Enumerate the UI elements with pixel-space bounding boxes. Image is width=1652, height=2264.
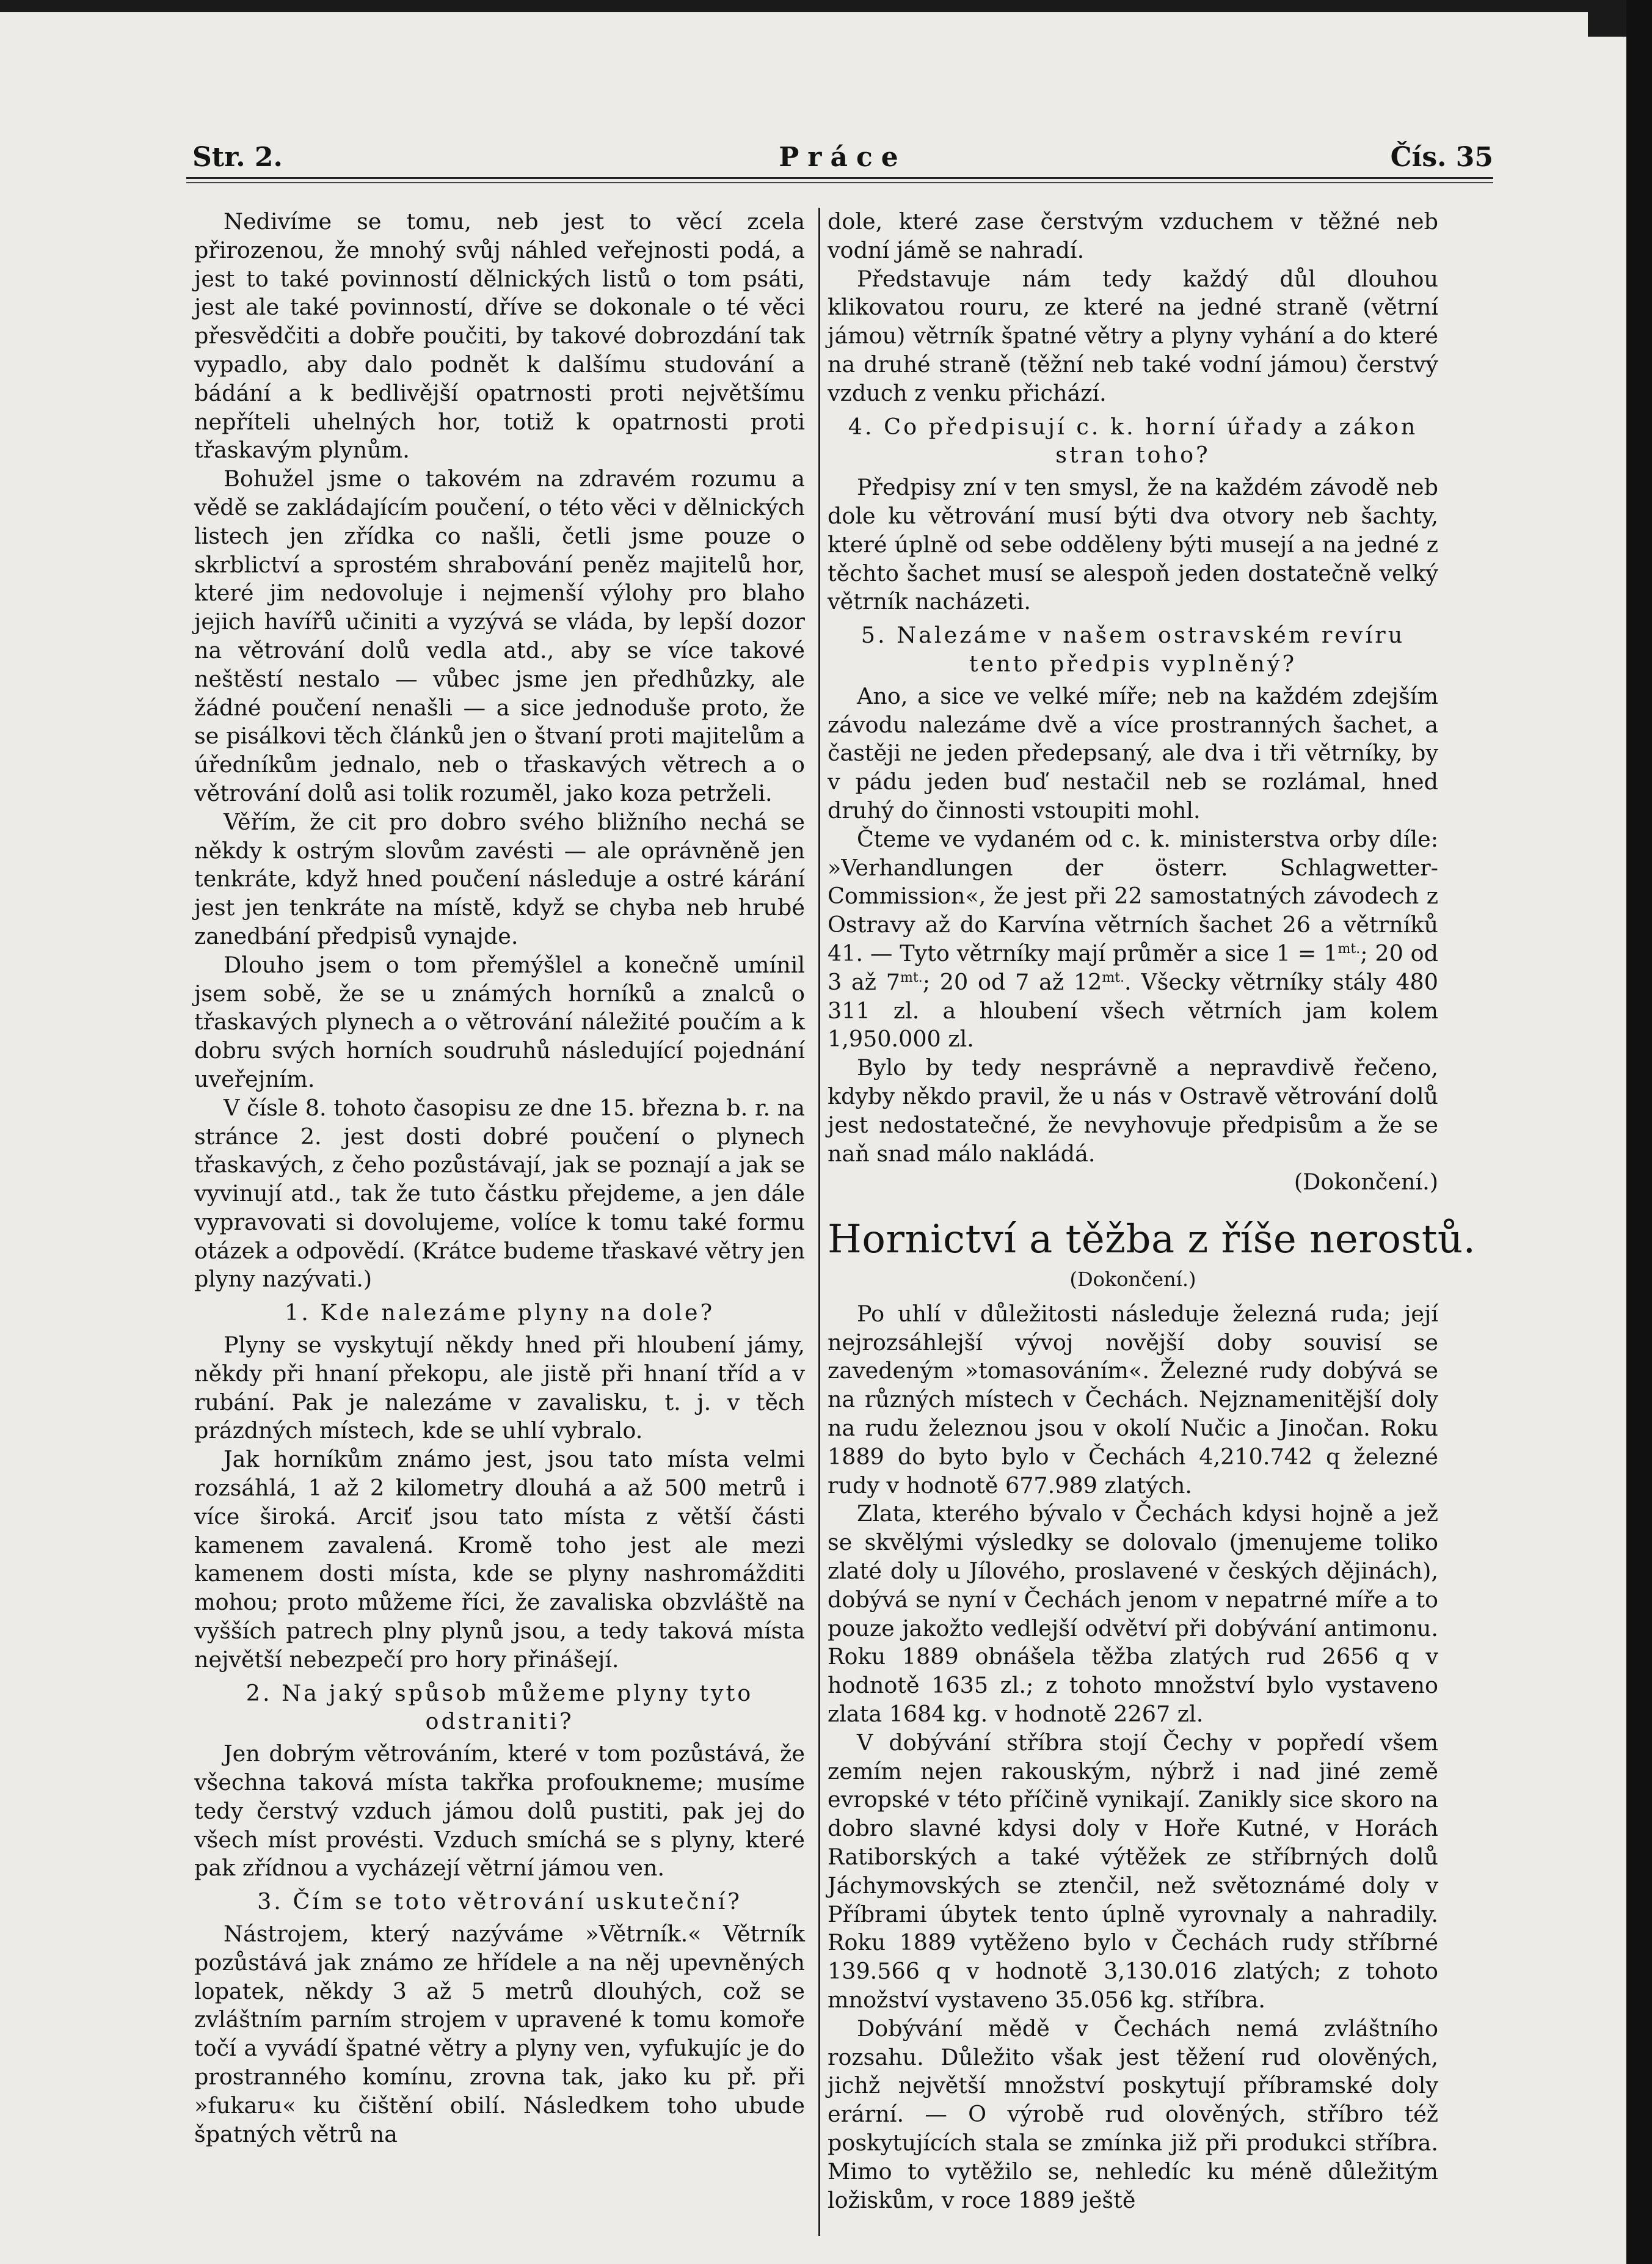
scan-edge-right [1626,0,1652,2264]
paragraph: Představuje nám tedy každý důl dlouhou klikovatou rouru, ze které na jedné straně (větrní jámou) větrník špatné větry a plyny vyhání a do které na druhé straně (těžní neb také vodní jámou) čerstvý vzduch z venku přichází. [828,265,1438,406]
paragraph: Ano, a sice ve velké míře; neb na každém zdejším závodu nalezáme dvě a více prostranných šachet, a častěji ne jeden předepsaný, ale dva i tři větrníky, by v pádu jeden buď nestačil neb se rozlámal, hned druhý do činnosti vstoupiti mohl. [828,682,1438,823]
newspaper-title: Práce [779,142,907,173]
paragraph: dole, které zase čerstvým vzduchem v těžné neb vodní jámě se nahradí. [828,208,1438,263]
scan-edge-top [0,0,1652,12]
paragraph [828,825,1438,1054]
question-heading: 3. Čím se toto větrování uskuteční? [257,1888,742,1915]
question-heading: 2. Na jaký spůsob můžeme plyny tyto odstraniti? [246,1679,754,1735]
paragraph: Nástrojem, který nazýváme »Větrník.« Větrník pozůstává jak známo ze hřídele a na něj upevněných lopatek, někdy 3 až 5 metrů dlouhých, což se zvláštním parním strojem v upravené k tomu komoře točí a vyvádí špatné větry a plyny ven, vyfukujíc je do prostranného komínu, zrovna tak, jako ku př. při »fukaru« ku čištění obilí. Následkem toho ubude špatných větrů na [194,1921,805,2147]
paragraph: Zlata, kterého bývalo v Čechách kdysi hojně a jež se skvělými výsledky se dolovalo (jmenujeme toliko zlaté doly u Jílového, proslavené v českých dějinách), dobývá se nyní v Čechách jenom v nepatrné míře a to pouze jakožto vedlejší odvětví při dobývání antimonu. Roku 1889 obnášela těžba zlatých rud 2656 q v hodnotě 1635 zl.; z tohoto množství bylo vystaveno zlata 1684 kg. v hodnotě 2267 zl. [828,1500,1438,1728]
article-subheading: (Dokončení.) [1069,1268,1196,1291]
paragraph-text: . Všecky větrníky stály 480 311 zl. a hloubení všech větrních jam kolem 1,950.000 zl. [828,968,1439,1053]
question-heading: 4. Co předpisují c. k. horní úřady a zákon stran toho? [848,413,1418,469]
continued-label: (Dokončení.) [1294,1169,1438,1196]
column-divider [818,208,820,2236]
paragraph: V čísle 8. tohoto časopisu ze dne 15. března b. r. na stránce 2. jest dosti dobré poučení o plynech třaskavých, z čeho pozůstávají, jak se poznají a jak se vyvinují atd., tak že tuto částku přejdeme, a jen dále vypravovati si dovolujeme, volíce k tomu také formu otázek a odpovědí. (Krátce budeme třaskavé větry jen plyny nazývati.) [194,1094,805,1293]
paragraph: Dobývání mědě v Čechách nemá zvláštního rozsahu. Důležito však jest těžení rud olověných, jichž největší množství poskytují příbramské doly erární. — O výrobě rud olověných, stříbro též poskytujících stala se zmínka již při produkci stříbra. Mimo to vytěžilo se, nehledíc ku méně důležitým ložiskům, v roce 1889 ještě [828,2015,1438,2213]
paragraph: V dobývání stříbra stojí Čechy v popředí všem zemím nejen rakouským, nýbrž i nad jiné země evropské v této příčině vynikají. Zanikly sice skoro na dobro slavné kdysi doly v Hoře Kutné, v Horách Ratiborských a také výtěžek ze stříbrných dolů Jáchymovských se ztenčil, než světoznámé doly v Příbrami úbytek tento úplně vyrovnaly a nahradily. Roku 1889 vytěženo bylo v Čechách rudy stříbrné 139.566 q v hodnotě 3,130.016 zlatých; z tohoto množství vystaveno 35.056 kg. stříbra. [828,1729,1438,2014]
paragraph: Jak horníkům známo jest, jsou tato místa velmi rozsáhlá, 1 až 2 kilometry dlouhá a až 500 metrů i více široká. Arciť jsou tato místa z větší části kamenem zavalená. Kromě toho jest ale mezi kamenem dosti místa, kde se plyny nashromážditi mohou; proto můžeme říci, že zavaliska obzvláště na vyšších patrech plny plynů jsou, a tedy taková místa největší nebezpečí pro hory přinášejí. [194,1446,805,1673]
unit-superscript: mt. [1102,970,1125,985]
paragraph: Bylo by tedy nesprávně a nepravdivě řečeno, kdyby někdo pravil, že u nás v Ostravě větrování dolů jest nedostatečné, že nevyhovuje předpisům a že se naň snad málo nakládá. [828,1054,1438,1167]
continued-note [828,1168,1438,1197]
left-column [194,208,805,2149]
page-number: Str. 2. [192,142,283,173]
paragraph-text: ; 20 od 3 až 7 [828,940,1438,995]
paragraph: Věřím, že cit pro dobro svého bližního nechá se někdy k ostrým slovům zavésti — ale oprávněně jen tenkráte, když hned poučení následuje a ostré kárání jest jen tenkráte na místě, když se chyba neb hrubé zanedbání předpisů vynajde. [194,808,805,949]
paragraph: Jen dobrým větrováním, které v tom pozůstává, že všechna taková místa takřka profoukneme; musíme tedy čerstvý vzduch jámou dolů pustiti, pak jej do všech míst provésti. Vzduch smíchá se s plyny, které pak zřídnou a vycházejí větrní jámou ven. [194,1740,805,1882]
paragraph: Po uhlí v důležitosti následuje železná ruda; její nejrozsáhlejší vývoj novější doby souvisí se zavedeným »tomasováním«. Železné rudy dobývá se na různých místech v Čechách. Nejznamenitější doly na rudu železnou jsou v okolí Nučic a Jinočan. Roku 1889 do byto bylo v Čechách 4,210.742 q železné rudy v hodnotě 677.989 zlatých. [828,1300,1438,1499]
question-heading: 5. Nalezáme v našem ostravském revíru tento předpis vyplněný? [861,622,1405,677]
question-heading: 1. Kde nalezáme plyny na dole? [284,1299,715,1326]
article-headline: Hornictví a těžba z říše nerostů. [828,1217,1476,1263]
paragraph: Bohužel jsme o takovém na zdravém rozumu a vědě se zakládajícím poučení, o této věci v dělnických listech jen zřídka co našli, četli jsme pouze o skrblictví a sprostém shrabování peněz majitelů hor, které jim nedovoluje i nejmenší výlohy pro blaho jejich havířů učiniti a vyzývá se vláda, by lepší dozor na větrování dolů vedla atd., aby se více takové neštěstí nestalo — vůbec jsme jen předhůzky, ale žádné poučení nenašli — a sice jednoduše proto, že se pisálkovi těch článků jen o štvaní proti majitelům a úředníkům jednalo, neb o třaskavých větrech a o větrování dolů asi tolik rozuměl, jako koza petrželi. [194,466,805,806]
unit-superscript: mt. [900,970,923,985]
issue-number: Čís. 35 [1390,142,1493,173]
paragraph-text: Čteme ve vydaném od c. k. ministerstva orby díle: »Verhandlungen der österr. Schlagwetter-Commission«, že jest při 22 samostatných závodech z Ostravy až do Karvína větrních šachet 26 a větrníků 41. — Tyto větrníky mají průměr a sice 1 = 1 [828,825,1438,966]
page-header [192,142,1493,178]
header-rule-thin [186,182,1493,183]
right-column [828,208,1476,2215]
paragraph-text: ; 20 od 7 až 12 [922,968,1102,995]
unit-superscript: mt. [1337,941,1361,957]
paragraph: Plyny se vyskytují někdy hned při hloubení jámy, někdy při hnaní překopu, ale jistě při hnaní tříd a v rubání. Pak je nalezáme v zavalisku, t. j. v těch prázdných místech, kde se uhlí vybralo. [194,1332,805,1444]
paragraph: Nedivíme se tomu, neb jest to věcí zcela přirozenou, že mnohý svůj náhled veřejnosti podá, a jest to také povinností dělnických listů o tom psáti, jest ale také povinností, dříve se dokonale o té věci přesvědčiti a dobře poučiti, by takové dobrozdání tak vypadlo, aby dalo podnět k dalšímu studování a bádání a k bedlivější opatrnosti proti největšímu nepříteli uhelných hor, totiž k opatrnosti proti třaskavým plynům. [194,208,805,464]
header-rule [186,177,1493,179]
paragraph: Předpisy zní v ten smysl, že na každém závodě neb dole ku větrování musí býti dva otvory neb šachty, které úplně od sebe odděleny býti musejí a na jedné z těchto šachet musí se alespoň jeden dostatečně velký větrník nacházeti. [828,474,1438,615]
paragraph: Dlouho jsem o tom přemýšlel a konečně umínil jsem sobě, že se u známých horníků a znalců o třaskavých plynech a o větrování náležité poučím a k dobru svých horních soudruhů následující pojednání uveřejním. [194,951,805,1092]
